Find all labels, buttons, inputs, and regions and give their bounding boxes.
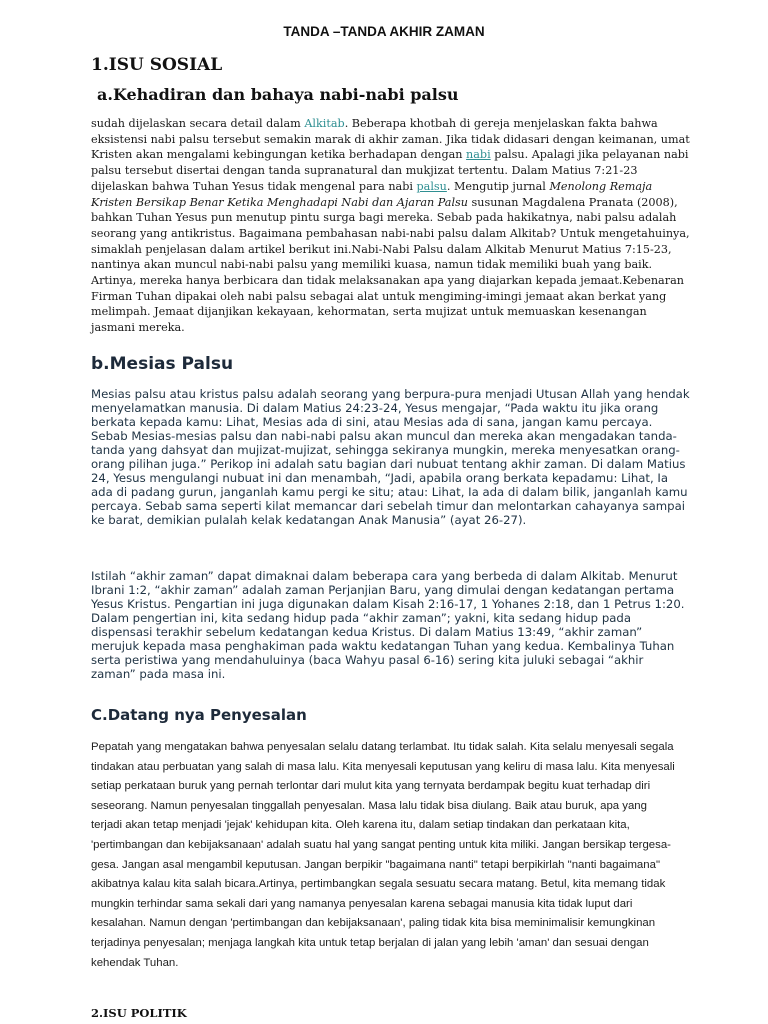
subheading-nabi-palsu: a.Kehadiran dan bahaya nabi-nabi palsu <box>97 85 459 104</box>
link-nabi[interactable]: nabi <box>466 148 491 162</box>
text-segment: palsu. Apalagi jika pelayanan nabi palsu tersebut disertai dengan tanda supranatural dan mukjizat tertentu. Dalam Matius 7:21-23 dijelaskan bahwa Tuhan Yesus tidak mengenal para nabi <box>91 148 689 193</box>
link-alkitab[interactable]: Alkitab <box>304 117 345 130</box>
paragraph-mesias-palsu-1: Mesias palsu atau kristus palsu adalah seorang yang berpura-pura menjadi Utusan Allah yang hendak menyelamatkan manusia. Di dalam Matius 24:23-24, Yesus mengajar, “Pada waktu itu jika orang berkata kepada kamu: Lihat, Mesias ada di sini, atau Mesias ada di sana, jangan kamu percaya. Sebab Mesias-mesias palsu dan nabi-nabi palsu akan muncul dan mereka akan mengadakan tanda-tanda yang dahsyat dan mujizat-mujizat, sehingga sekiranya mungkin, mereka menyesatkan orang-orang pilihan juga.” Perikop ini adalah satu bagian dari nubuat tentang akhir zaman. Di dalam Matius 24, Yesus mengulangi nubuat ini dan menambah, “Jadi, apabila orang berkata kepadamu: Lihat, Ia ada di padang gurun, janganlah kamu pergi ke situ; atau: Lihat, Ia ada di dalam bilik, janganlah kamu percaya. Sebab sama seperti kilat memancar dari sebelah timur dan melontarkan cahayanya sampai ke barat, demikian pulalah kelak kedatangan Anak Manusia” (ayat 26-27). <box>91 387 690 527</box>
subheading-penyesalan: C.Datang nya Penyesalan <box>91 706 307 724</box>
link-palsu[interactable]: palsu <box>416 179 447 193</box>
page-title: TANDA –TANDA AKHIR ZAMAN <box>283 24 485 39</box>
paragraph-mesias-palsu-2: Istilah “akhir zaman” dapat dimaknai dalam beberapa cara yang berbeda di dalam Alkitab. Menurut Ibrani 1:2, “akhir zaman” adalah zaman Perjanjian Baru, yang dimulai dengan kedatangan pertama Yesus Kristus. Pengartian ini juga digunakan dalam Kisah 2:16-17, 1 Yohanes 2:18, dan 1 Petrus 1:20. Dalam pengertian ini, kita sedang hidup pada “akhir zaman”; yakni, kita sedang hidup pada dispensasi terakhir sebelum kedatangan kedua Kristus. Di dalam Matius 13:49, “akhir zaman” merujuk kepada masa penghakiman pada waktu kedatangan Tuhan yang kedua. Kembalinya Tuhan serta peristiwa yang mendahuluinya (baca Wahyu pasal 6-16) sering kita juluki sebagai “akhir zaman” pada masa ini. <box>91 569 685 681</box>
text-segment: sudah dijelaskan secara detail dalam <box>91 117 305 130</box>
paragraph-penyesalan: Pepatah yang mengatakan bahwa penyesalan selalu datang terlambat. Itu tidak salah. Kita selalu menyesali segala tindakan atau perbuatan yang salah di masa lalu. Kita menyesali keputusan yang keliru di masa lalu. Kita menyesali setiap perkataan buruk yang pernah terlontar dari mulut kita yang ternyata berdampak begitu kuat terhadap diri seseorang. Namun penyesalan tinggallah penyesalan. Masa lalu tidak bisa diulang. Baik atau buruk, apa yang terjadi akan tetap menjadi 'jejak' kehidupan kita. Oleh karena itu, dalam setiap tindakan dan perkataan kita, 'pertimbangan dan kebijaksanaan' adalah suatu hal yang sangat penting untuk kita miliki. Jangan bersikap tergesa-gesa. Jangan asal mengambil keputusan. Jangan berpikir "bagaimana nanti" tetapi berpikirlah "nanti bagaimana" akibatnya kalau kita salah bicara.Artinya, pertimbangkan segala sesuatu secara matang. Betul, kita memang tidak mungkin terhindar sama sekali dari yang namanya penyesalan karena sebagai manusia kita tidak luput dari kesalahan. Namun dengan 'pertimbangan dan kebijaksanaan', paling tidak kita bisa meminimalisir kemungkinan terjadinya penyesalan; menjaga langkah kita untuk tetap berjalan di jalan yang lebih 'aman' dan sesuai dengan kehendak Tuhan. <box>91 741 675 969</box>
subheading-mesias-palsu: b.Mesias Palsu <box>91 354 234 374</box>
section-heading-isu-sosial: 1.ISU SOSIAL <box>91 55 223 75</box>
journal-title: Menolong Remaja Kristen Bersikap Benar Ketika Menghadapi Nabi dan Ajaran Palsu <box>91 179 653 209</box>
text-segment: susunan Magdalena Pranata (2008), bahkan Tuhan Yesus pun menutup pintu surga bagi mereka. Sebab pada hakikatnya, nabi palsu adalah seorang yang antikristus. Bagaimana pembahasan nabi-nabi palsu dalam Alkitab? Untuk mengetahuinya, simaklah penjelasan dalam artikel berikut ini.Nabi-Nabi Palsu dalam Alkitab Menurut Matius 7:15-23, nantinya akan muncul nabi-nabi palsu yang memiliki kuasa, namun tidak memiliki buah yang baik. Artinya, mereka hanya berbicara dan tidak melaksanakan apa yang diajarkan kepada jemaat.Kebenaran Firman Tuhan dipakai oleh nabi palsu sebagai alat untuk mengiming-imingi jemaat akan berkat yang melimpah. Jemaat dijanjikan kekayaan, kehormatan, serta mujizat untuk memuaskan kesenangan jasmani mereka. <box>91 195 690 335</box>
text-segment: . Beberapa khotbah di gereja menjelaskan fakta bahwa eksistensi nabi palsu tersebut semakin marak di akhir zaman. Jika tidak didasari dengan keimanan, umat Kristen akan mengalami kebingungan ketika berhadapan dengan <box>91 117 690 162</box>
section-heading-isu-politik: 2.ISU POLITIK <box>91 1006 187 1020</box>
paragraph-nabi-palsu <box>91 116 691 336</box>
text-segment: . Mengutip jurnal <box>446 179 550 193</box>
